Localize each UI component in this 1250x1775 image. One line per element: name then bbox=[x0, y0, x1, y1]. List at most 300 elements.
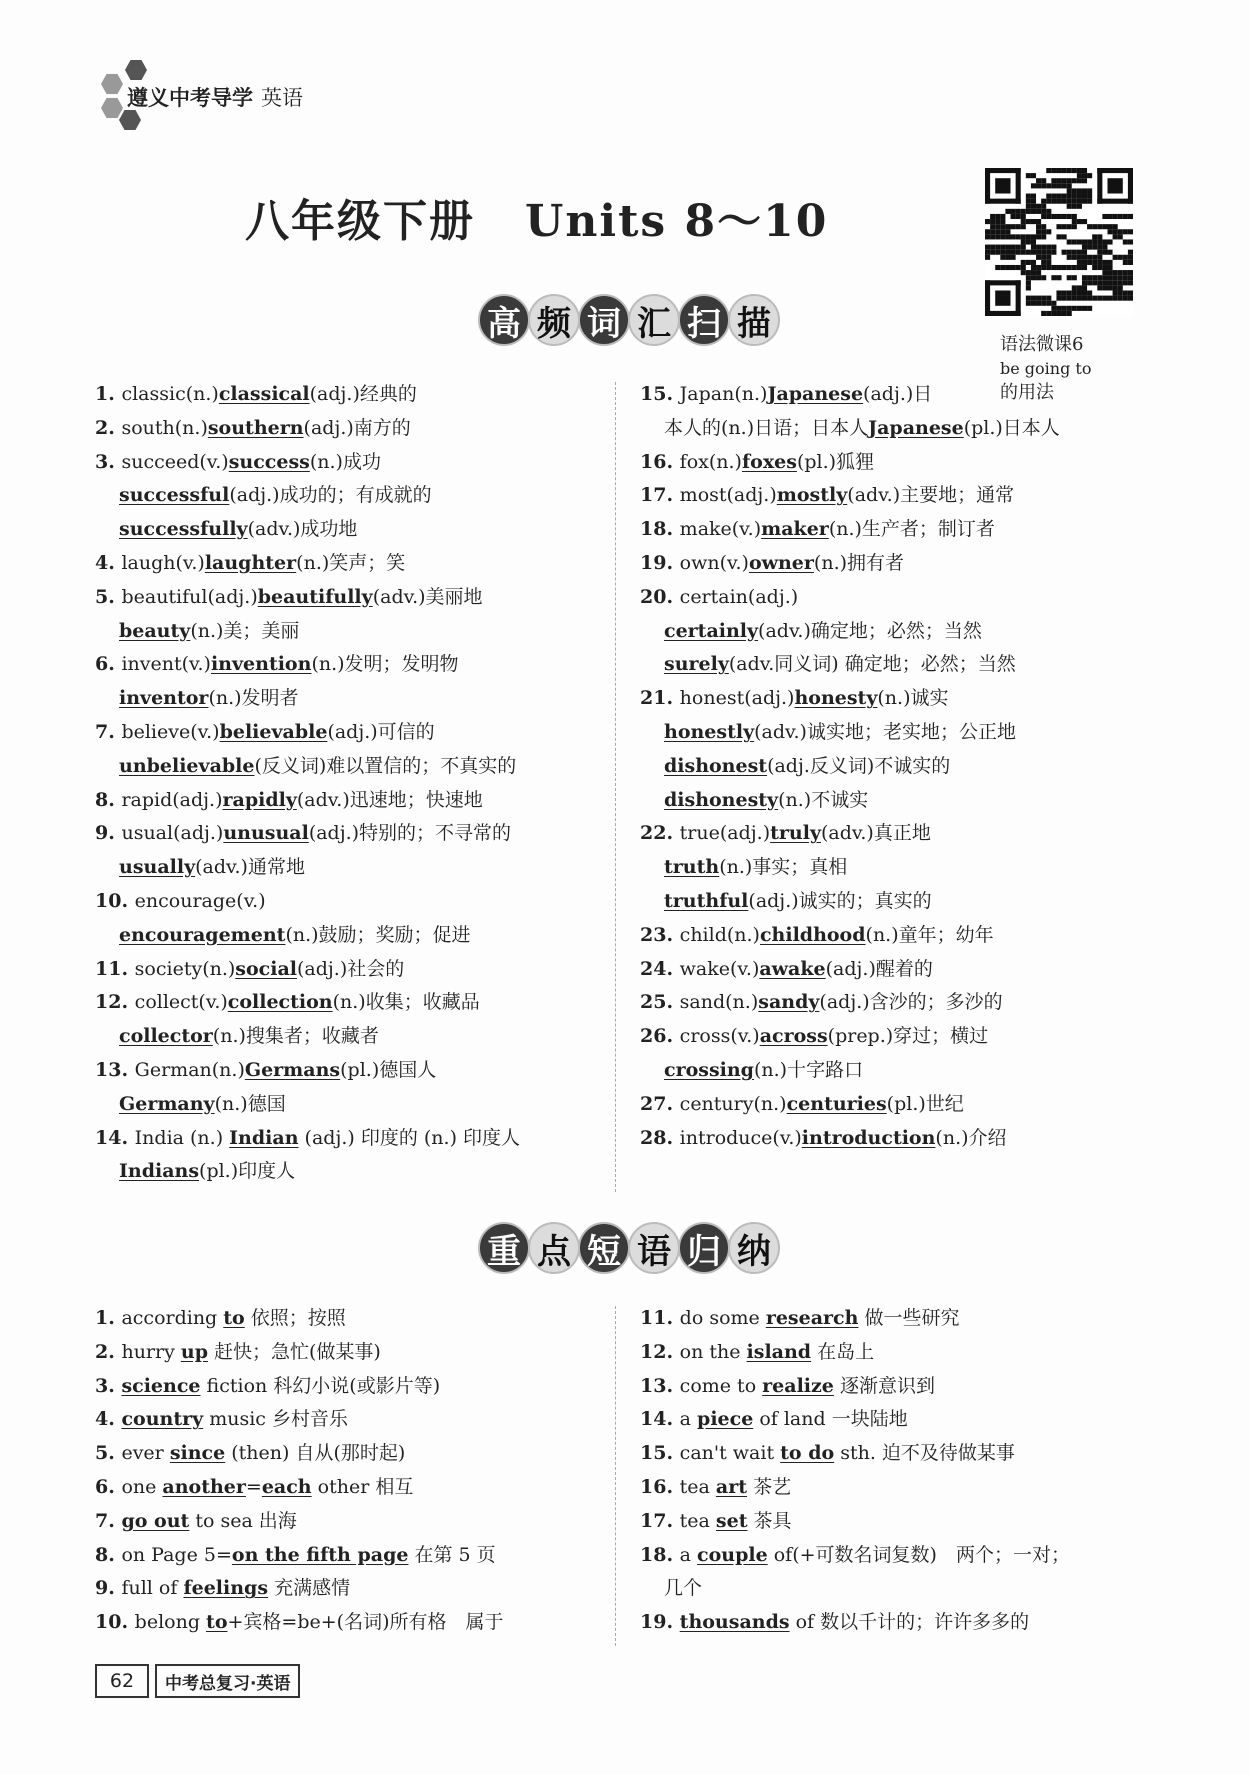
answer-word: believable bbox=[219, 720, 328, 743]
answer-word: classical bbox=[218, 383, 310, 405]
item-text: (adj.)日 bbox=[863, 383, 933, 405]
item-text: (adj.)成功的；有成就的 bbox=[229, 484, 432, 507]
item-text: do some bbox=[679, 1307, 766, 1329]
item-text: one bbox=[121, 1475, 163, 1498]
item-text: a bbox=[679, 1543, 698, 1566]
item-number: 1. bbox=[95, 383, 122, 405]
vocab-item bbox=[95, 648, 615, 682]
item-text: (adj.)经典的 bbox=[309, 383, 417, 405]
item-text: (n.)发明者 bbox=[208, 687, 299, 710]
item-number: 13. bbox=[640, 1374, 680, 1397]
item-text: of land 一块陆地 bbox=[753, 1408, 908, 1431]
item-text: child(n.) bbox=[679, 923, 760, 946]
item-text: (n.)德国 bbox=[214, 1092, 286, 1115]
phrase-item bbox=[95, 1606, 615, 1640]
item-text: honest(adj.) bbox=[679, 687, 795, 710]
units-title: Units 8～10 bbox=[525, 196, 829, 247]
item-text: = bbox=[245, 1475, 262, 1498]
item-text: society(n.) bbox=[134, 957, 236, 980]
item-text: (n.)收集；收藏品 bbox=[332, 991, 480, 1014]
item-text: south(n.) bbox=[121, 416, 208, 439]
vocab-item bbox=[640, 446, 1160, 480]
item-text: make(v.) bbox=[679, 518, 762, 541]
vocab-item bbox=[640, 986, 1160, 1020]
phrase-item bbox=[95, 1370, 615, 1404]
item-text: (adv.)诚实地；老实地；公正地 bbox=[754, 720, 1016, 743]
item-text: (pl.)日本人 bbox=[963, 416, 1060, 439]
item-text: full of bbox=[121, 1577, 184, 1600]
item-text: German(n.) bbox=[134, 1058, 245, 1081]
item-text: certain(adj.) bbox=[679, 585, 799, 608]
item-text: classic(n.) bbox=[121, 383, 219, 405]
qr-code[interactable] bbox=[985, 168, 1133, 316]
vocab-item bbox=[640, 648, 1160, 682]
answer-word: each bbox=[261, 1475, 312, 1498]
item-text: (adv.)通常地 bbox=[195, 856, 305, 879]
vocab-item bbox=[95, 1054, 615, 1088]
phrase-item bbox=[95, 1572, 615, 1606]
answer-word: unusual bbox=[223, 822, 309, 845]
item-text: 茶具 bbox=[747, 1509, 792, 1532]
answer-word: success bbox=[228, 450, 310, 473]
item-text: (n.)鼓励；奖励；促进 bbox=[285, 923, 471, 946]
vocab-item bbox=[95, 885, 615, 919]
item-number: 14. bbox=[95, 1126, 135, 1149]
answer-word: across bbox=[759, 1025, 828, 1048]
section-title-char: 点 bbox=[528, 1222, 580, 1274]
item-number: 5. bbox=[95, 1442, 122, 1465]
answer-word: successfully bbox=[119, 518, 248, 541]
answer-word: invention bbox=[210, 653, 312, 676]
section-title-char: 汇 bbox=[628, 294, 680, 346]
vocab-left-column bbox=[95, 378, 615, 1189]
item-number: 3. bbox=[95, 450, 122, 473]
answer-word: truthful bbox=[664, 889, 749, 912]
item-text: on the bbox=[679, 1340, 747, 1363]
item-number: 6. bbox=[95, 1475, 122, 1498]
phrase-item bbox=[640, 1505, 1160, 1539]
phrase-item bbox=[95, 1539, 615, 1573]
vocab-item bbox=[640, 784, 1160, 818]
answer-word: set bbox=[715, 1509, 748, 1532]
answer-word: introduction bbox=[801, 1126, 936, 1149]
item-text: (prep.)穿过；横过 bbox=[827, 1025, 989, 1048]
vocab-item bbox=[95, 378, 615, 412]
vocab-item bbox=[95, 682, 615, 716]
vocab-item bbox=[95, 851, 615, 885]
item-text: (adj.)诚实的；真实的 bbox=[748, 889, 932, 912]
item-text: (反义词)难以置信的；不真实的 bbox=[254, 754, 517, 777]
phrase-item bbox=[95, 1437, 615, 1471]
item-text: on Page 5= bbox=[121, 1543, 232, 1566]
item-text: (adv.)真正地 bbox=[820, 822, 931, 845]
answer-word: Germany bbox=[119, 1092, 215, 1115]
answer-word: honestly bbox=[664, 720, 755, 743]
answer-word: dishonesty bbox=[664, 788, 779, 811]
vocab-item bbox=[640, 479, 1160, 513]
answer-word: collector bbox=[119, 1025, 213, 1048]
item-number: 7. bbox=[95, 720, 122, 743]
answer-word: encouragement bbox=[119, 923, 286, 946]
vocab-item bbox=[640, 412, 1160, 446]
item-text: 在第 5 页 bbox=[408, 1543, 496, 1566]
page-title bbox=[245, 185, 828, 249]
section-title-char: 重 bbox=[478, 1222, 530, 1274]
answer-word: thousands bbox=[679, 1611, 790, 1634]
item-text: (adj.)南方的 bbox=[303, 416, 411, 439]
item-text: (adj.) 印度的 (n.) 印度人 bbox=[298, 1126, 521, 1149]
item-text: fox(n.) bbox=[679, 450, 742, 473]
section-banner-vocab bbox=[478, 292, 778, 348]
answer-word: southern bbox=[207, 416, 304, 439]
phrase-item bbox=[95, 1505, 615, 1539]
answer-word: surely bbox=[664, 653, 729, 676]
vocab-item bbox=[95, 1020, 615, 1054]
phrase-item bbox=[640, 1539, 1160, 1573]
phrase-item bbox=[95, 1403, 615, 1437]
hex-decoration bbox=[119, 110, 141, 130]
vocab-item bbox=[640, 919, 1160, 953]
item-text: (then) 自从(那时起) bbox=[225, 1442, 406, 1465]
item-text: true(adj.) bbox=[679, 822, 771, 845]
answer-word: mostly bbox=[776, 484, 848, 507]
item-text: 赶快；急忙(做某事) bbox=[207, 1340, 381, 1363]
answer-word: art bbox=[715, 1475, 748, 1498]
item-number: 12. bbox=[640, 1340, 680, 1363]
answer-word: to bbox=[223, 1307, 245, 1329]
item-number: 17. bbox=[640, 484, 680, 507]
item-text: (n.)童年；幼年 bbox=[865, 923, 994, 946]
answer-word: laughter bbox=[204, 551, 297, 574]
item-text: (n.)拥有者 bbox=[813, 551, 905, 574]
item-number: 23. bbox=[640, 923, 680, 946]
grade-title: 八年级下册 bbox=[245, 196, 475, 247]
item-text: wake(v.) bbox=[679, 957, 760, 980]
item-number: 21. bbox=[640, 687, 680, 710]
item-text: +宾格=be+(名词)所有格 属于 bbox=[227, 1611, 504, 1634]
item-text: ever bbox=[121, 1442, 170, 1465]
vocab-right-column bbox=[640, 378, 1160, 1155]
answer-word: to do bbox=[780, 1442, 835, 1465]
answer-word: inventor bbox=[119, 687, 209, 710]
phrase-item bbox=[640, 1370, 1160, 1404]
answer-word: Japanese bbox=[767, 383, 864, 405]
phrase-item bbox=[640, 1302, 1160, 1336]
vocab-item bbox=[95, 479, 615, 513]
answer-word: beautifully bbox=[257, 585, 373, 608]
item-number: 28. bbox=[640, 1126, 680, 1149]
item-text: of 数以千计的；许许多多的 bbox=[789, 1611, 1030, 1634]
subject-name: 英语 bbox=[261, 86, 303, 110]
item-number: 14. bbox=[640, 1408, 680, 1431]
answer-word: go out bbox=[121, 1509, 190, 1532]
phrase-item bbox=[95, 1336, 615, 1370]
item-number: 24. bbox=[640, 957, 680, 980]
item-text: (adj.)特别的；不寻常的 bbox=[308, 822, 512, 845]
answer-word: truly bbox=[770, 822, 821, 845]
series-title bbox=[127, 82, 303, 112]
answer-word: foxes bbox=[741, 450, 797, 473]
item-number: 15. bbox=[640, 383, 680, 405]
item-text: 依照；按照 bbox=[244, 1307, 346, 1329]
answer-word: maker bbox=[761, 518, 829, 541]
vocab-item bbox=[95, 716, 615, 750]
vocab-item bbox=[95, 953, 615, 987]
phrase-item bbox=[640, 1403, 1160, 1437]
item-text: laugh(v.) bbox=[121, 551, 205, 574]
item-text: India (n.) bbox=[134, 1126, 230, 1149]
answer-word: beauty bbox=[119, 619, 191, 642]
item-number: 9. bbox=[95, 1577, 122, 1600]
answer-word: successful bbox=[119, 484, 230, 507]
answer-word: crossing bbox=[664, 1058, 754, 1081]
item-text: 充满感情 bbox=[268, 1577, 351, 1600]
vocab-item bbox=[640, 682, 1160, 716]
item-number: 22. bbox=[640, 822, 680, 845]
item-text: (adj.)含沙的；多沙的 bbox=[819, 991, 1003, 1014]
item-text: 几个 bbox=[664, 1577, 703, 1600]
series-header bbox=[95, 58, 355, 128]
item-text: (pl.)印度人 bbox=[199, 1160, 296, 1183]
vocab-item bbox=[640, 851, 1160, 885]
answer-word: rapidly bbox=[222, 788, 297, 811]
section-title-char: 描 bbox=[728, 294, 780, 346]
answer-word: country bbox=[121, 1408, 204, 1431]
answer-word: realize bbox=[762, 1374, 834, 1397]
item-number: 10. bbox=[95, 889, 135, 912]
item-number: 13. bbox=[95, 1058, 135, 1081]
vocab-item bbox=[640, 1054, 1160, 1088]
item-text: (adv.)成功地 bbox=[247, 518, 358, 541]
item-text: fiction 科幻小说(或影片等) bbox=[200, 1374, 441, 1397]
vocab-item bbox=[95, 446, 615, 480]
item-text: Japan(n.) bbox=[679, 383, 768, 405]
answer-word: up bbox=[180, 1340, 208, 1363]
vocab-item bbox=[640, 513, 1160, 547]
vocab-item bbox=[640, 1020, 1160, 1054]
phrase-item bbox=[640, 1437, 1160, 1471]
item-text: (adv.)迅速地；快速地 bbox=[296, 788, 483, 811]
item-number: 8. bbox=[95, 788, 122, 811]
item-text: (adv.)美丽地 bbox=[372, 585, 483, 608]
item-number: 16. bbox=[640, 1475, 680, 1498]
item-number: 3. bbox=[95, 1374, 122, 1397]
phrase-item bbox=[640, 1471, 1160, 1505]
hex-decoration bbox=[125, 60, 147, 80]
answer-word: social bbox=[235, 957, 297, 980]
item-number: 25. bbox=[640, 991, 680, 1014]
item-text: a bbox=[679, 1408, 698, 1431]
item-number: 7. bbox=[95, 1509, 122, 1532]
item-text: 逐渐意识到 bbox=[833, 1374, 935, 1397]
vocab-item bbox=[95, 615, 615, 649]
item-text: (pl.)世纪 bbox=[886, 1092, 964, 1115]
section-title-char: 短 bbox=[578, 1222, 630, 1274]
book-label: 中考总复习·英语 bbox=[155, 1664, 300, 1698]
item-text: (n.)美；美丽 bbox=[190, 619, 300, 642]
item-text: 本人的(n.)日语；日本人 bbox=[664, 416, 869, 439]
vocab-item bbox=[95, 412, 615, 446]
answer-word: science bbox=[121, 1374, 201, 1397]
item-number: 2. bbox=[95, 1340, 122, 1363]
item-number: 27. bbox=[640, 1092, 680, 1115]
vocab-item bbox=[640, 615, 1160, 649]
item-text: rapid(adj.) bbox=[121, 788, 223, 811]
item-text: hurry bbox=[121, 1340, 181, 1363]
item-number: 17. bbox=[640, 1509, 680, 1532]
item-text: (adj.)醒着的 bbox=[825, 957, 933, 980]
answer-word: feelings bbox=[183, 1577, 269, 1600]
item-text: (adj.)社会的 bbox=[296, 957, 405, 980]
item-text: succeed(v.) bbox=[121, 450, 229, 473]
section-title-char: 语 bbox=[628, 1222, 680, 1274]
series-name: 遵义中考导学 bbox=[127, 86, 253, 110]
item-text: to sea 出海 bbox=[189, 1509, 297, 1532]
answer-word: couple bbox=[697, 1543, 768, 1566]
vocab-item bbox=[95, 817, 615, 851]
phrase-item bbox=[95, 1471, 615, 1505]
section-title-char: 纳 bbox=[728, 1222, 780, 1274]
item-text: (n.)诚实 bbox=[877, 687, 949, 710]
item-text: (n.)笑声；笑 bbox=[296, 551, 406, 574]
item-text: according bbox=[121, 1307, 224, 1329]
item-text: believe(v.) bbox=[121, 720, 220, 743]
section-title-char: 高 bbox=[478, 294, 530, 346]
hex-decoration bbox=[101, 98, 123, 118]
answer-word: unbelievable bbox=[119, 754, 255, 777]
item-text: collect(v.) bbox=[134, 991, 228, 1014]
qr-caption-line: 的用法 bbox=[1000, 382, 1054, 403]
item-number: 10. bbox=[95, 1611, 135, 1634]
item-text: tea bbox=[679, 1509, 716, 1532]
item-text: (adj.)可信的 bbox=[327, 720, 435, 743]
answer-word: dishonest bbox=[664, 754, 768, 777]
item-number: 8. bbox=[95, 1543, 122, 1566]
item-text: of(+可数名词复数) 两个；一对； bbox=[767, 1543, 1070, 1566]
answer-word: collection bbox=[227, 991, 333, 1014]
answer-word: awake bbox=[759, 957, 826, 980]
phrase-item bbox=[640, 1336, 1160, 1370]
qr-caption-line: be going to bbox=[1000, 359, 1092, 378]
item-text: (n.)成功 bbox=[309, 450, 381, 473]
phrase-item bbox=[640, 1572, 1160, 1606]
answer-word: childhood bbox=[759, 923, 866, 946]
vocab-item bbox=[95, 784, 615, 818]
page-footer bbox=[95, 1664, 300, 1698]
column-divider bbox=[615, 382, 616, 1192]
column-divider bbox=[615, 1306, 616, 1646]
item-text: 茶艺 bbox=[747, 1475, 792, 1498]
section-banner-phrases bbox=[478, 1220, 778, 1276]
item-number: 12. bbox=[95, 991, 135, 1014]
item-text: other 相互 bbox=[311, 1475, 414, 1498]
answer-word: on the fifth page bbox=[231, 1543, 409, 1566]
phrase-item bbox=[95, 1302, 615, 1336]
item-text: (n.)十字路口 bbox=[753, 1058, 864, 1081]
vocab-item bbox=[640, 1088, 1160, 1122]
vocab-item bbox=[640, 716, 1160, 750]
vocab-item bbox=[640, 547, 1160, 581]
vocab-item bbox=[95, 919, 615, 953]
answer-word: since bbox=[169, 1442, 226, 1465]
vocab-item bbox=[95, 750, 615, 784]
item-text: come to bbox=[679, 1374, 763, 1397]
item-text: sand(n.) bbox=[679, 991, 759, 1014]
item-number: 11. bbox=[640, 1307, 680, 1329]
item-text: introduce(v.) bbox=[679, 1126, 802, 1149]
phrase-left-column bbox=[95, 1302, 615, 1640]
item-text: (n.)搜集者；收藏者 bbox=[212, 1025, 379, 1048]
item-number: 6. bbox=[95, 653, 122, 676]
vocab-item bbox=[95, 986, 615, 1020]
vocab-item bbox=[640, 750, 1160, 784]
item-number: 15. bbox=[640, 1442, 680, 1465]
item-number: 11. bbox=[95, 957, 135, 980]
item-number: 26. bbox=[640, 1025, 680, 1048]
item-text: (n.)生产者；制订者 bbox=[828, 518, 995, 541]
vocab-item bbox=[95, 1088, 615, 1122]
item-text: cross(v.) bbox=[679, 1025, 760, 1048]
item-text: (adv.)主要地；通常 bbox=[847, 484, 1015, 507]
vocab-item bbox=[95, 581, 615, 615]
item-text: (n.)介绍 bbox=[935, 1126, 1007, 1149]
item-text: music 乡村音乐 bbox=[203, 1408, 348, 1431]
item-text: sth. 迫不及待做某事 bbox=[834, 1442, 1015, 1465]
answer-word: island bbox=[746, 1340, 812, 1363]
item-text: beautiful(adj.) bbox=[121, 585, 258, 608]
answer-word: Indians bbox=[119, 1160, 200, 1183]
answer-word: truth bbox=[664, 856, 720, 879]
vocab-item bbox=[640, 953, 1160, 987]
item-number: 16. bbox=[640, 450, 680, 473]
item-text: (n.)不诚实 bbox=[778, 788, 869, 811]
answer-word: Germans bbox=[244, 1058, 341, 1081]
item-text: century(n.) bbox=[679, 1092, 787, 1115]
item-text: most(adj.) bbox=[679, 484, 777, 507]
vocab-item bbox=[640, 817, 1160, 851]
item-number: 18. bbox=[640, 1543, 680, 1566]
vocab-item bbox=[640, 885, 1160, 919]
section-title-char: 扫 bbox=[678, 294, 730, 346]
item-number: 19. bbox=[640, 551, 680, 574]
item-text: (pl.)狐狸 bbox=[796, 450, 875, 473]
answer-word: honesty bbox=[794, 687, 878, 710]
phrase-right-column bbox=[640, 1302, 1160, 1640]
item-number: 19. bbox=[640, 1611, 680, 1634]
item-text: (n.)发明；发明物 bbox=[311, 653, 459, 676]
item-text: own(v.) bbox=[679, 551, 749, 574]
item-number: 18. bbox=[640, 518, 680, 541]
item-text: encourage(v.) bbox=[134, 889, 266, 912]
item-text: (pl.)德国人 bbox=[340, 1058, 437, 1081]
answer-word: to bbox=[206, 1611, 228, 1634]
item-number: 20. bbox=[640, 585, 680, 608]
section-title-char: 归 bbox=[678, 1222, 730, 1274]
answer-word: centuries bbox=[786, 1092, 887, 1115]
item-number: 4. bbox=[95, 551, 122, 574]
vocab-item bbox=[95, 1155, 615, 1189]
item-text: 做一些研究 bbox=[858, 1307, 960, 1329]
item-number: 2. bbox=[95, 416, 122, 439]
item-text: (adv.)确定地；必然；当然 bbox=[758, 619, 982, 642]
vocab-item bbox=[640, 378, 1160, 412]
section-title-char: 频 bbox=[528, 294, 580, 346]
page-number: 62 bbox=[95, 1664, 149, 1698]
answer-word: another bbox=[162, 1475, 246, 1498]
vocab-item bbox=[95, 1122, 615, 1156]
item-text: (adv.同义词) 确定地；必然；当然 bbox=[728, 653, 1016, 676]
item-text: (n.)事实；真相 bbox=[719, 856, 848, 879]
